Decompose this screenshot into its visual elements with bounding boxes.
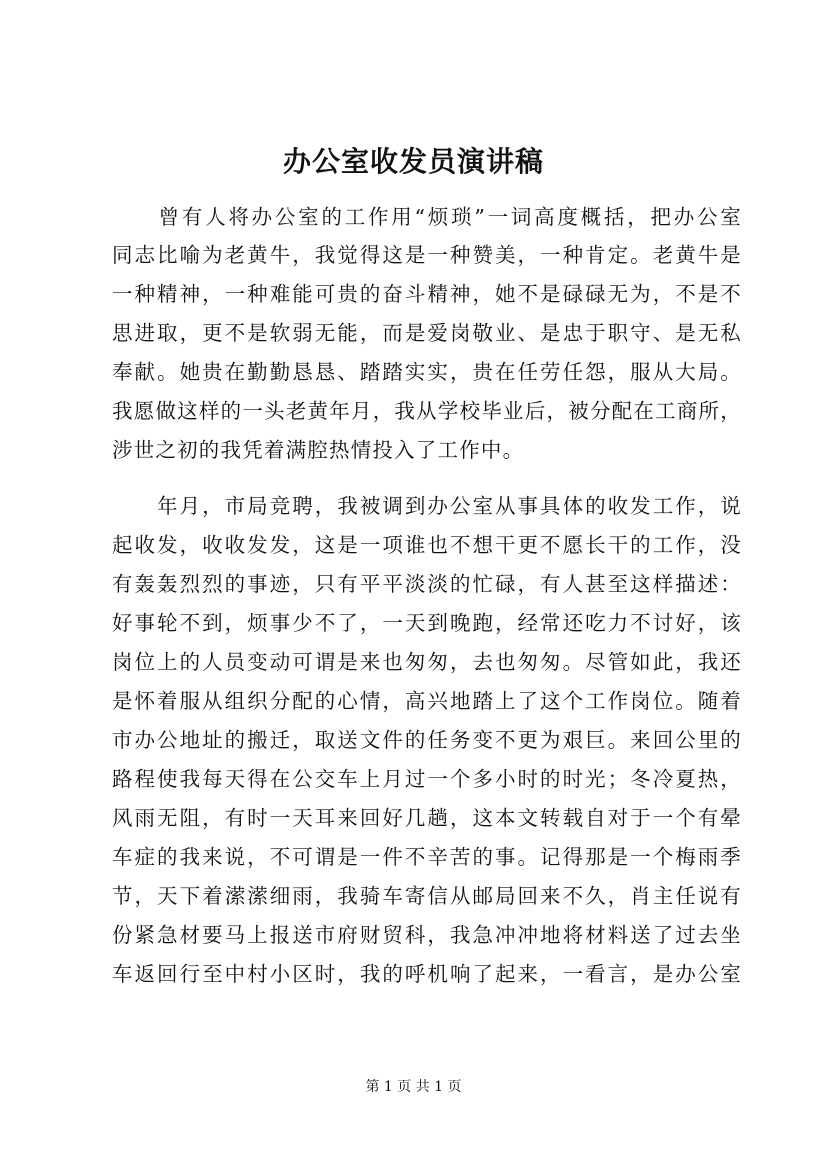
body-line: 起收发，收收发发，这是一项谁也不想干更不愿长干的工作，没 bbox=[112, 533, 742, 557]
body-line: 岗位上的人员变动可谓是来也匆匆，去也匆匆。尽管如此，我还 bbox=[112, 650, 742, 674]
body-line: 是怀着服从组织分配的心情，高兴地踏上了这个工作岗位。随着 bbox=[112, 689, 742, 713]
body-line: 一种精神，一种难能可贵的奋斗精神，她不是碌碌无为，不是不 bbox=[112, 282, 742, 306]
body-line: 市办公地址的搬迁，取送文件的任务变不更为艰巨。来回公里的 bbox=[112, 728, 742, 752]
page-footer: 第 1 页 共 1 页 bbox=[365, 1079, 462, 1095]
body-line: 好事轮不到，烦事少不了，一天到晚跑，经常还吃力不讨好，该 bbox=[112, 611, 742, 635]
body-line: 曾有人将办公室的工作用“烦琐”一词高度概括，把办公室 bbox=[112, 205, 742, 229]
body-line: 同志比喻为老黄牛，我觉得这是一种赞美，一种肯定。老黄牛是 bbox=[112, 243, 742, 267]
body-line: 涉世之初的我凭着满腔热情投入了工作中。 bbox=[112, 438, 525, 462]
body-line: 我愿做这样的一头老黄年月，我从学校毕业后，被分配在工商所， bbox=[112, 399, 742, 423]
body-line: 车症的我来说，不可谓是一件不辛苦的事。记得那是一个梅雨季 bbox=[112, 845, 742, 869]
body-line: 风雨无阻，有时一天耳来回好几趟，这本文转载自对于一个有晕 bbox=[112, 806, 742, 830]
body-line: 奉献。她贵在勤勤恳恳、踏踏实实，贵在任劳任怨，服从大局。 bbox=[112, 360, 742, 384]
body-line: 年月，市局竞聘，我被调到办公室从事具体的收发工作，说 bbox=[112, 494, 742, 518]
body-line: 路程使我每天得在公交车上月过一个多小时的时光；冬冷夏热， bbox=[112, 767, 742, 791]
document-title: 办公室收发员演讲稿 bbox=[282, 145, 544, 178]
body-line: 有轰轰烈烈的事迹，只有平平淡淡的忙碌，有人甚至这样描述： bbox=[112, 572, 742, 596]
body-line: 份紧急材要马上报送市府财贸科，我急冲冲地将材料送了过去坐 bbox=[112, 923, 742, 947]
body-line: 车返回行至中村小区时，我的呼机响了起来，一看言，是办公室 bbox=[112, 962, 742, 986]
body-line: 节，天下着潆潆细雨，我骑车寄信从邮局回来不久，肖主任说有 bbox=[112, 884, 742, 908]
body-line: 思进取，更不是软弱无能，而是爱岗敬业、是忠于职守、是无私 bbox=[112, 321, 742, 345]
